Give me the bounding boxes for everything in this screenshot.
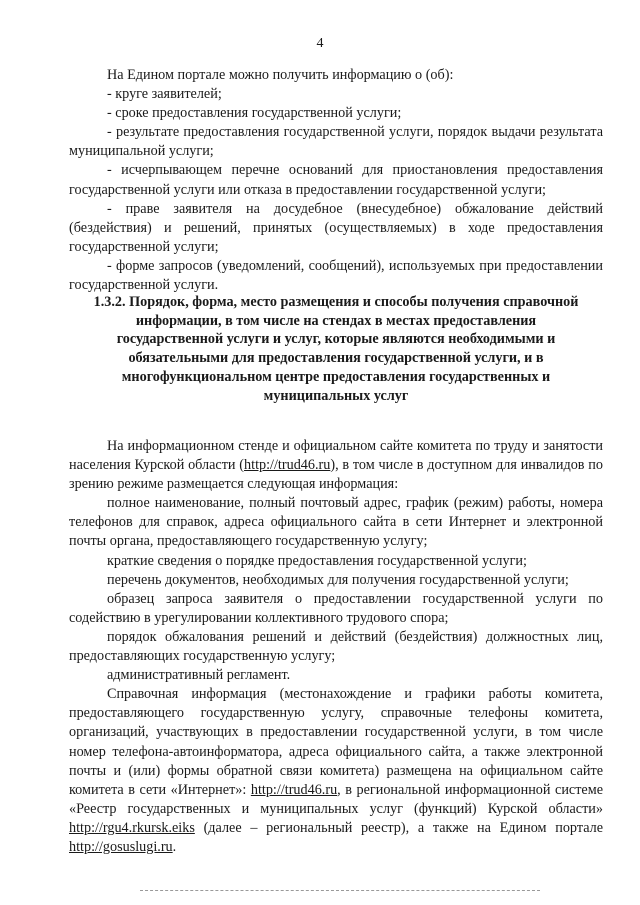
- stand-item: полное наименование, полный почтовый адрес, график (режим) работы, номера телефонов для справок, адреса официального сайта в сети Интернет и электронной почты органа, предоставляющего государственную услугу;: [69, 495, 603, 550]
- reference-text: Справочная информация (местонахождение и графики работы комитета, предоставляющего государственную услугу, справочные телефоны комитета, организаций, участвующих в предоставлении государственной услуги, в том числе номер телефона-автоинформатора, адреса официального сайта, а также электронной почты и (или) формы обратной связи комитета) размещена на официальном сайте комитета в сети «Интернет»:: [69, 686, 603, 798]
- reference-text: , в региональной информационной системе «Реестр государственных и муниципальных услуг (функций) Курской области»: [69, 781, 604, 817]
- section-heading-line: информации, в том числе на стендах в местах предоставления: [135, 312, 537, 329]
- trud46-site-link[interactable]: http://trud46.ru: [250, 781, 338, 798]
- portal-info-intro: На Едином портале можно получить информацию о (об):: [107, 67, 454, 83]
- page-number: 4: [316, 36, 324, 51]
- gosuslugi-link[interactable]: http://gosuslugi.ru: [69, 838, 173, 855]
- trud46-link[interactable]: http://trud46.ru: [244, 457, 331, 474]
- reference-text: .: [172, 838, 177, 855]
- stand-info-section: [69, 437, 603, 857]
- portal-info-item: - круге заявителей;: [107, 86, 222, 103]
- portal-info-item: - результате предоставления государственной услуги, порядок выдачи результата муниципальной услуги;: [69, 124, 603, 160]
- section-heading-line: муниципальных услуг: [263, 387, 409, 404]
- stand-item: порядок обжалования решений и действий (бездействия) должностных лиц, предоставляющих государственную услугу;: [69, 628, 603, 665]
- rgu4-registry-link[interactable]: http://rgu4.rkursk.eiks: [69, 819, 195, 836]
- stand-item: образец запроса заявителя о предоставлении государственной услуги по содействию в урегулировании коллективного трудового спора;: [69, 590, 603, 626]
- section-heading-line: многофункциональном центре предоставления государственных и: [121, 368, 551, 385]
- section-heading: [69, 293, 603, 405]
- section-heading-line: 1.3.2. Порядок, форма, место размещения и способы получения справочной: [93, 294, 579, 310]
- portal-info-section: [69, 66, 603, 295]
- section-heading-line: обязательными для предоставления государственной услуги, и в: [128, 350, 544, 367]
- portal-info-item: - праве заявителя на досудебное (внесудебное) обжалование действий (бездействия) и решений, принятых (осуществляемых) в ходе предоставления государственной услуги;: [69, 200, 603, 255]
- stand-item: краткие сведения о порядке предоставления государственной услуги;: [107, 552, 527, 569]
- stand-intro-paragraph: [69, 437, 603, 494]
- portal-info-item: - форме запросов (уведомлений, сообщений), используемых при предоставлении государственной услуги.: [69, 257, 603, 294]
- portal-info-item: - сроке предоставления государственной услуги;: [107, 105, 402, 122]
- reference-info-paragraph: [69, 685, 603, 857]
- stand-item: перечень документов, необходимых для получения государственной услуги;: [107, 571, 569, 588]
- footer-divider: [140, 890, 540, 891]
- stand-intro-text: На информационном стенде и официальном сайте комитета по труду и занятости населения Курской области (: [69, 438, 603, 474]
- reference-text: (далее – региональный реестр), а также на Едином портале: [194, 819, 603, 836]
- portal-info-item: - исчерпывающем перечне оснований для приостановления предоставления государственной услуги или отказа в предоставлении государственной услуги;: [69, 162, 603, 198]
- section-heading-line: государственной услуги и услуг, которые являются необходимыми и: [116, 331, 556, 348]
- stand-item: административный регламент.: [107, 667, 291, 684]
- stand-intro-text: ), в том числе в доступном для инвалидов по зрению режиме размещается следующая информация:: [69, 457, 603, 493]
